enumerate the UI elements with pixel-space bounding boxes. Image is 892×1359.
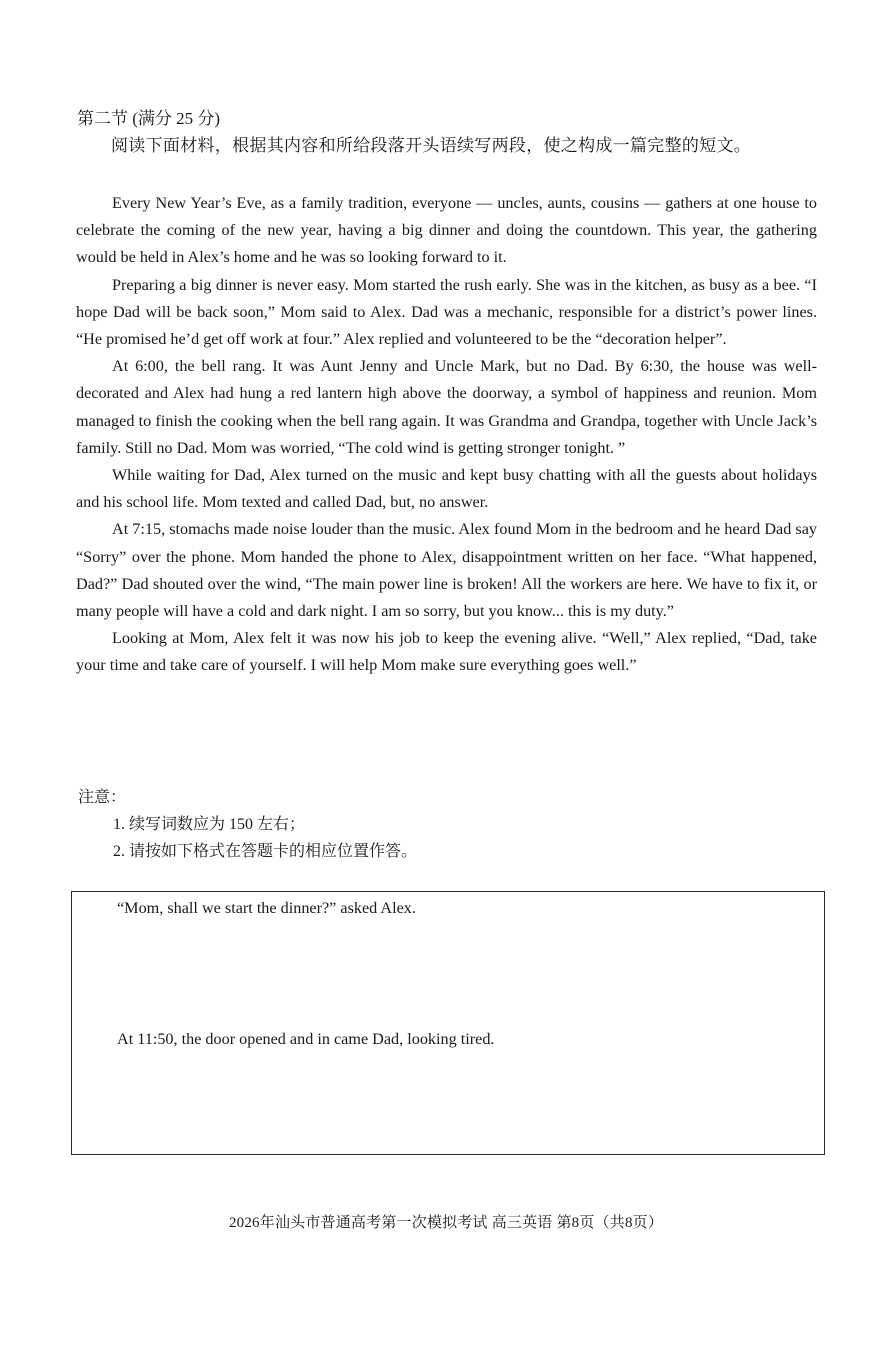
opening-sentence-1: “Mom, shall we start the dinner?” asked Alex. [117, 899, 416, 917]
passage-paragraph-4: While waiting for Dad, Alex turned on the music and kept busy chatting with all the guests about holidays and his school life. Mom texted and called Dad, but, no answer. [76, 466, 817, 512]
task-instruction: 阅读下面材料，根据其内容和所给段落开头语续写两段，使之构成一篇完整的短文。 [111, 136, 752, 155]
answer-box [71, 891, 825, 1155]
opening-sentence-2: At 11:50, the door opened and in came Dad, looking tired. [117, 1030, 495, 1048]
note-item-word-count: 1. 续写词数应为 150 左右； [113, 816, 306, 833]
passage-paragraph-2: Preparing a big dinner is never easy. Mom started the rush early. She was in the kitchen, as busy as a bee. “I hope Dad will be back soon,” Mom said to Alex. Dad was a mechanic, responsible for a district’s power lines. “He promised he’d get off work at four.” Alex replied and volunteered to be the “decoration helper”. [76, 275, 817, 349]
passage-paragraph-3: At 6:00, the bell rang. It was Aunt Jenny and Uncle Mark, but no Dad. By 6:30, the house was well-decorated and Alex had hung a red lantern high above the doorway, a symbol of happiness and reunion. Mom managed to finish the cooking when the bell rang again. It was Grandma and Grandpa, together with Uncle Jack’s family. Still no Dad. Mom was worried, “The cold wind is getting stronger tonight. ” [76, 357, 817, 457]
section-title: 第二节 (满分 25 分) [77, 109, 221, 128]
page-footer: 2026年汕头市普通高考第一次模拟考试 高三英语 第8页（共8页） [228, 1215, 664, 1231]
passage-paragraph-5: At 7:15, stomachs made noise louder than the music. Alex found Mom in the bedroom and he heard Dad say “Sorry” over the phone. Mom handed the phone to Alex, disappointment written on her face. “What happened, Dad?” Dad shouted over the wind, “The main power line is broken! All the workers are here. We have to fix it, or many people will have a cold and dark night. I am so sorry, but you know... this is my duty.” [76, 520, 817, 621]
passage-paragraph-6: Looking at Mom, Alex felt it was now his job to keep the evening alive. “Well,” Alex replied, “Dad, take your time and take care of yourself. I will help Mom make sure everything goes well.” [76, 629, 817, 675]
reading-passage [76, 190, 817, 680]
note-item-format: 2. 请按如下格式在答题卡的相应位置作答。 [113, 843, 418, 860]
passage-paragraph-1: Every New Year’s Eve, as a family tradition, everyone — uncles, aunts, cousins — gathers at one house to celebrate the coming of the new year, having a big dinner and doing the countdown. This year, the gathering would be held in Alex’s home and he was so looking forward to it. [76, 194, 817, 267]
notes-title: 注意： [78, 789, 127, 806]
